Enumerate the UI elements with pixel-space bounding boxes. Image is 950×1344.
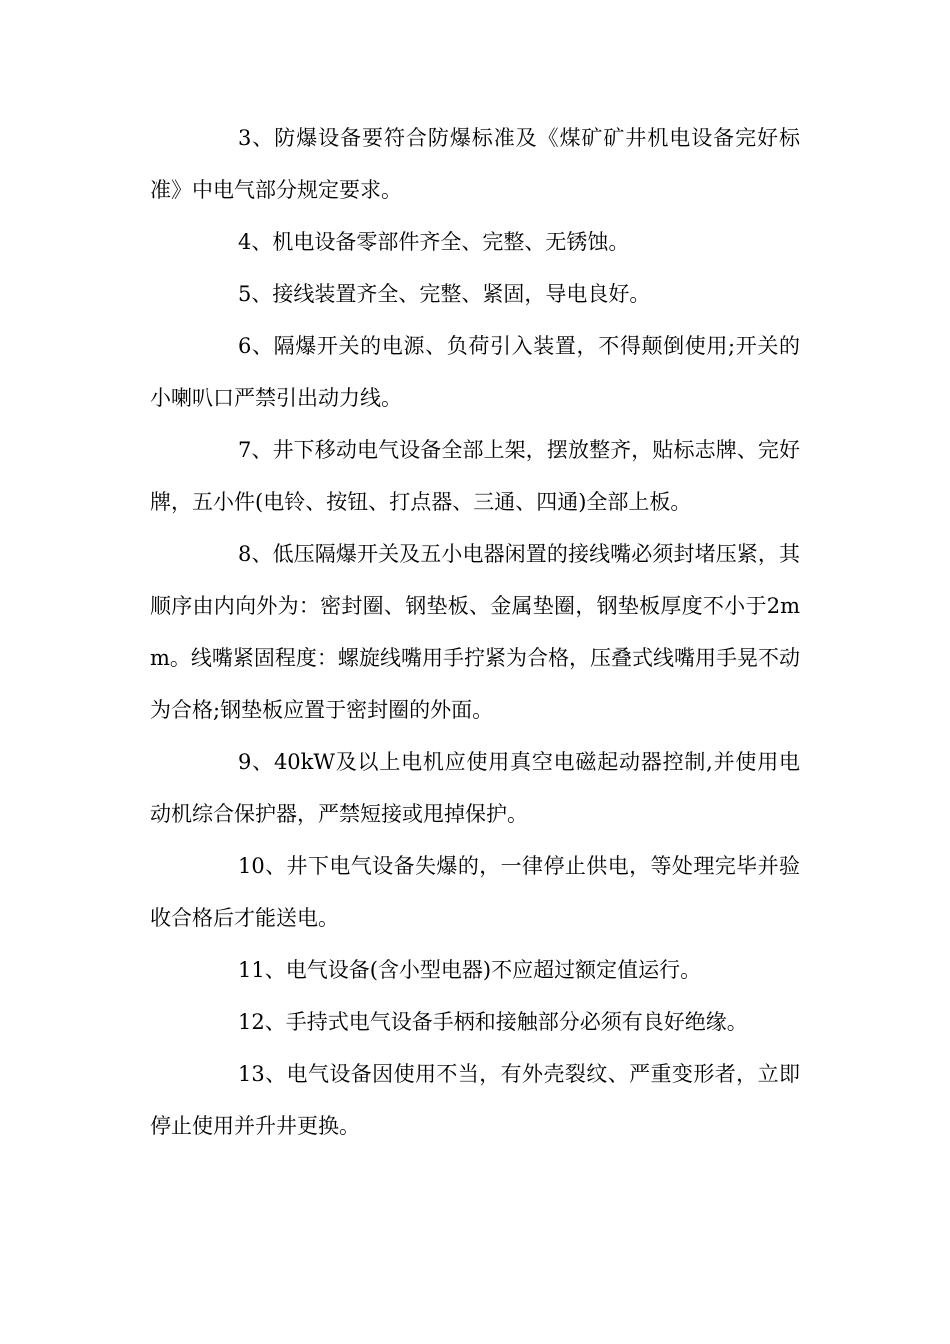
paragraph-item-11: 11、电气设备(含小型电器)不应超过额定值运行。 — [238, 958, 702, 982]
paragraph-item-6: 6、隔爆开关的电源、负荷引入装置，不得颠倒使用;开关的小喇叭口严禁引出动力线。 — [150, 334, 800, 410]
paragraph-item-10: 10、井下电气设备失爆的，一律停止供电，等处理完毕并验收合格后才能送电。 — [150, 854, 800, 930]
paragraph-item-9: 9、40kW及以上电机应使用真空电磁起动器控制,并使用电动机综合保护器，严禁短接或甩掉保护。 — [150, 750, 800, 826]
paragraph-item-5: 5、接线装置齐全、完整、紧固，导电良好。 — [238, 282, 651, 306]
document-body — [150, 112, 800, 1152]
paragraph-item-4: 4、机电设备零部件齐全、完整、无锈蚀。 — [238, 230, 630, 254]
paragraph-item-8: 8、低压隔爆开关及五小电器闲置的接线嘴必须封堵压紧，其顺序由内向外为：密封圈、钢垫板、金属垫圈，钢垫板厚度不小于2mm。线嘴紧固程度：螺旋线嘴用手拧紧为合格，压叠式线嘴用手晃不动为合格;钢垫板应置于密封圈的外面。 — [150, 542, 800, 722]
paragraph-item-12: 12、手持式电气设备手柄和接触部分必须有良好绝缘。 — [238, 1010, 748, 1034]
paragraph-item-13: 13、电气设备因使用不当，有外壳裂纹、严重变形者，立即停止使用并升井更换。 — [150, 1062, 800, 1138]
paragraph-item-7: 7、井下移动电气设备全部上架，摆放整齐，贴标志牌、完好牌，五小件(电铃、按钮、打点器、三通、四通)全部上板。 — [150, 438, 800, 514]
paragraph-item-3: 3、防爆设备要符合防爆标准及《煤矿矿井机电设备完好标准》中电气部分规定要求。 — [150, 126, 800, 202]
